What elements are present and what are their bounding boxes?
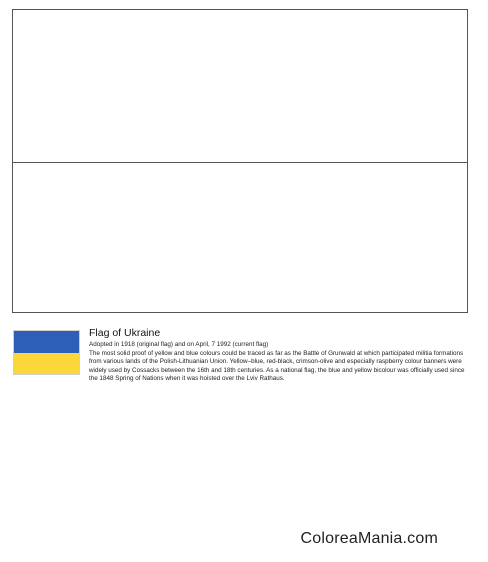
ukraine-flag-sample: [13, 330, 80, 375]
flag-title: Flag of Ukraine: [89, 327, 161, 339]
flag-history-text: The most solid proof of yellow and blue colours could be traced as far as the Battle of Grunwald at which participated militia formations from various lands of the Polish-Lithuanian Union. Yellow–blue, red-black, crimson-olive and especially raspberry colour banners were widely used by Cossacks between the 16th and 18th centuries. As a national flag, the blue and yellow bicolour was officially used since the 1848 Spring of Nations when it was hoisted over the Lviv Rathaus.: [89, 349, 465, 383]
flag-adopted-text: Adopted in 1918 (original flag) and on April, 7 1992 (current flag): [89, 341, 269, 348]
flag-stripe-divider: [13, 162, 467, 163]
flag-coloring-outline: [12, 9, 468, 313]
flag-yellow-band: [14, 353, 79, 375]
site-logo: ColoreaMania.com: [300, 530, 438, 547]
flag-info: [89, 327, 469, 384]
flag-blue-band: [14, 331, 79, 353]
